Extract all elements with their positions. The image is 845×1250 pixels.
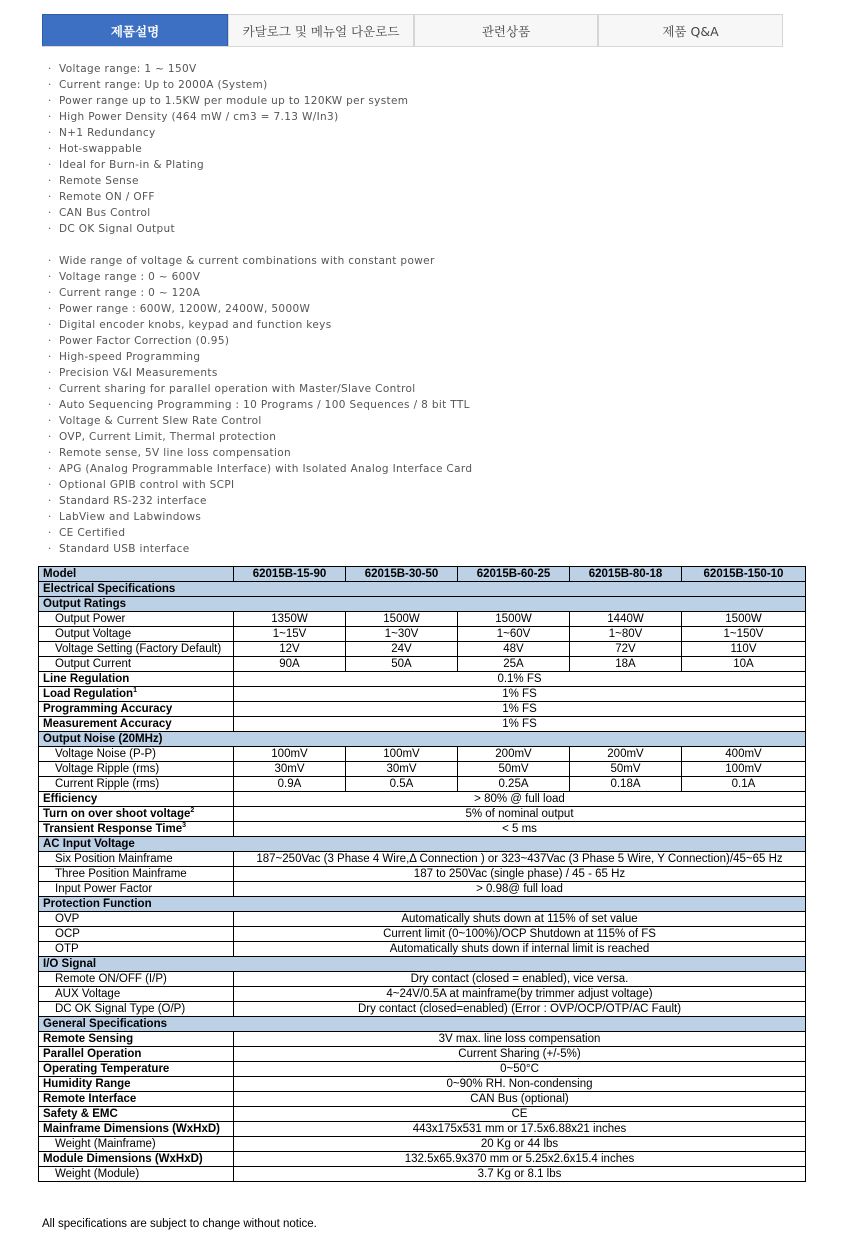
bullet: · — [48, 415, 52, 427]
row-label — [39, 642, 234, 657]
row-value: 72V — [570, 642, 682, 657]
row-label — [39, 762, 234, 777]
feature-item — [48, 461, 472, 477]
feature-item — [48, 525, 472, 541]
table-row — [39, 702, 806, 717]
table-row — [39, 1077, 806, 1092]
row-label — [39, 702, 234, 717]
row-value: 400mV — [682, 747, 806, 762]
row-label-text: Programming Accuracy — [43, 703, 173, 715]
row-label — [39, 822, 234, 837]
row-value: 30mV — [346, 762, 458, 777]
feature-item — [48, 141, 472, 157]
section-label: Electrical Specifications — [39, 582, 806, 597]
table-row — [39, 1032, 806, 1047]
row-label-text: Remote ON/OFF (I/P) — [55, 973, 167, 985]
row-value: Dry contact (closed = enabled), vice versa. — [234, 972, 806, 987]
row-label — [39, 672, 234, 687]
section-label: I/O Signal — [39, 957, 806, 972]
feature-text: Precision V&I Measurements — [59, 367, 218, 379]
feature-item — [48, 477, 472, 493]
row-value: Current Sharing (+/-5%) — [234, 1047, 806, 1062]
feature-text: Standard USB interface — [59, 543, 190, 555]
feature-text: Standard RS-232 interface — [59, 495, 207, 507]
feature-text: Wide range of voltage & current combinations with constant power — [59, 255, 435, 267]
feature-item — [48, 253, 472, 269]
feature-text: Ideal for Burn-in & Plating — [59, 159, 205, 171]
feature-text: CAN Bus Control — [59, 207, 151, 219]
footnote-mark: 3 — [182, 822, 187, 830]
row-value: 0~90% RH. Non-condensing — [234, 1077, 806, 1092]
table-row — [39, 777, 806, 792]
row-value: 1% FS — [234, 702, 806, 717]
header-model-col: 62015B-15-90 — [234, 567, 346, 582]
feature-text: Optional GPIB control with SCPI — [59, 479, 235, 491]
row-value: 0.9A — [234, 777, 346, 792]
row-value: CE — [234, 1107, 806, 1122]
row-value: 4~24V/0.5A at mainframe(by trimmer adjust voltage) — [234, 987, 806, 1002]
table-row — [39, 612, 806, 627]
feature-item — [48, 509, 472, 525]
bullet: · — [48, 63, 52, 75]
row-label — [39, 747, 234, 762]
table-row — [39, 1152, 806, 1167]
row-label-text: Voltage Setting (Factory Default) — [55, 643, 222, 655]
bullet: · — [48, 207, 52, 219]
spec-table — [38, 566, 806, 1182]
section-row — [39, 837, 806, 852]
feature-item — [48, 333, 472, 349]
header-model: Model — [39, 567, 234, 582]
feature-item — [48, 381, 472, 397]
table-row — [39, 852, 806, 867]
row-label — [39, 852, 234, 867]
bullet: · — [48, 399, 52, 411]
feature-text: N+1 Redundancy — [59, 127, 156, 139]
feature-item — [48, 269, 472, 285]
feature-item — [48, 189, 472, 205]
feature-list — [48, 61, 472, 557]
feature-text: Power Factor Correction (0.95) — [59, 335, 230, 347]
table-row — [39, 717, 806, 732]
section-row — [39, 897, 806, 912]
table-row — [39, 1137, 806, 1152]
table-row — [39, 1002, 806, 1017]
section-row — [39, 597, 806, 612]
table-row — [39, 687, 806, 702]
row-value: 50A — [346, 657, 458, 672]
table-row — [39, 987, 806, 1002]
feature-text: High Power Density (464 mW / cm3 = 7.13 W/In3) — [59, 111, 339, 123]
row-label — [39, 882, 234, 897]
feature-item — [48, 93, 472, 109]
row-value: 100mV — [234, 747, 346, 762]
bullet: · — [48, 383, 52, 395]
row-label-text: Output Current — [55, 658, 132, 670]
table-row — [39, 1107, 806, 1122]
section-label: Protection Function — [39, 897, 806, 912]
section-label: AC Input Voltage — [39, 837, 806, 852]
row-value: 1440W — [570, 612, 682, 627]
feature-item — [48, 125, 472, 141]
bullet: · — [48, 287, 52, 299]
row-value: 1~30V — [346, 627, 458, 642]
row-value: 90A — [234, 657, 346, 672]
row-label — [39, 627, 234, 642]
feature-item — [48, 429, 472, 445]
section-label: Output Ratings — [39, 597, 806, 612]
row-label-text: Current Ripple (rms) — [55, 778, 160, 790]
row-label-text: Module Dimensions (WxHxD) — [43, 1153, 203, 1165]
bullet: · — [48, 175, 52, 187]
row-label — [39, 1047, 234, 1062]
row-value: 20 Kg or 44 lbs — [234, 1137, 806, 1152]
row-label — [39, 1077, 234, 1092]
row-label — [39, 1002, 234, 1017]
feature-item — [48, 493, 472, 509]
bullet: · — [48, 127, 52, 139]
table-row — [39, 867, 806, 882]
row-value: 48V — [458, 642, 570, 657]
feature-text: High-speed Programming — [59, 351, 201, 363]
row-label — [39, 927, 234, 942]
row-value: 187 to 250Vac (single phase) / 45 - 65 Hz — [234, 867, 806, 882]
bullet: · — [48, 143, 52, 155]
row-value: 0.25A — [458, 777, 570, 792]
row-value: 0.1A — [682, 777, 806, 792]
table-row — [39, 657, 806, 672]
tab-4[interactable]: 제품 Q&A — [598, 14, 783, 46]
feature-item — [48, 541, 472, 557]
bullet: · — [48, 79, 52, 91]
feature-text: Digital encoder knobs, keypad and function keys — [59, 319, 332, 331]
feature-text: Auto Sequencing Programming : 10 Programs / 100 Sequences / 8 bit TTL — [59, 399, 470, 411]
row-label-text: Output Voltage — [55, 628, 132, 640]
feature-item — [48, 301, 472, 317]
row-label — [39, 1062, 234, 1077]
row-label-text: OCP — [55, 928, 80, 940]
row-label — [39, 1137, 234, 1152]
row-value: 110V — [682, 642, 806, 657]
footnote-mark: 1 — [133, 687, 137, 695]
row-value: 1~60V — [458, 627, 570, 642]
bullet: · — [48, 351, 52, 363]
feature-text: Voltage range: 1 ~ 150V — [59, 63, 197, 75]
row-label — [39, 1107, 234, 1122]
row-label-text: Weight (Module) — [55, 1168, 140, 1180]
footnote-mark: 2 — [190, 807, 195, 815]
feature-text: APG (Analog Programmable Interface) with Isolated Analog Interface Card — [59, 463, 473, 475]
row-value: 132.5x65.9x370 mm or 5.25x2.6x15.4 inches — [234, 1152, 806, 1167]
row-value: 12V — [234, 642, 346, 657]
row-label-text: Mainframe Dimensions (WxHxD) — [43, 1123, 221, 1135]
feature-text: Current range: Up to 2000A (System) — [59, 79, 268, 91]
row-value: 1~15V — [234, 627, 346, 642]
row-value: < 5 ms — [234, 822, 806, 837]
section-label: General Specifications — [39, 1017, 806, 1032]
bullet: · — [48, 111, 52, 123]
bullet: · — [48, 479, 52, 491]
row-value: 50mV — [570, 762, 682, 777]
section-row — [39, 732, 806, 747]
row-label-text: AUX Voltage — [55, 988, 121, 1000]
row-value: 24V — [346, 642, 458, 657]
feature-text: Power range up to 1.5KW per module up to 120KW per system — [59, 95, 409, 107]
row-label — [39, 972, 234, 987]
row-label-text: Three Position Mainframe — [55, 868, 187, 880]
feature-item — [48, 285, 472, 301]
product-tabs — [42, 14, 783, 47]
row-label — [39, 717, 234, 732]
bullet: · — [48, 527, 52, 539]
row-label-text: Load Regulation — [43, 688, 134, 700]
table-row — [39, 882, 806, 897]
row-label — [39, 657, 234, 672]
row-value: > 80% @ full load — [234, 792, 806, 807]
row-label-text: Remote Interface — [43, 1093, 137, 1105]
row-label — [39, 942, 234, 957]
feature-item — [48, 205, 472, 221]
bullet: · — [48, 303, 52, 315]
feature-item — [48, 317, 472, 333]
row-label — [39, 807, 234, 822]
header-model-col: 62015B-150-10 — [682, 567, 806, 582]
row-label — [39, 987, 234, 1002]
row-value: 200mV — [458, 747, 570, 762]
footnote: All specifications are subject to change without notice. — [42, 1218, 317, 1230]
row-label-text: Input Power Factor — [55, 883, 153, 895]
bullet: · — [48, 159, 52, 171]
row-value: 0.5A — [346, 777, 458, 792]
feature-text: DC OK Signal Output — [59, 223, 175, 235]
table-row — [39, 1122, 806, 1137]
row-value: 187~250Vac (3 Phase 4 Wire,Δ Connection ) or 323~437Vac (3 Phase 5 Wire, Y Connection)/45~65 Hz — [234, 852, 806, 867]
header-model-col: 62015B-30-50 — [346, 567, 458, 582]
feature-gap — [48, 237, 472, 253]
row-value: 5% of nominal output — [234, 807, 806, 822]
header-model-col: 62015B-60-25 — [458, 567, 570, 582]
bullet: · — [48, 223, 52, 235]
feature-text: Remote Sense — [59, 175, 139, 187]
table-row — [39, 1062, 806, 1077]
row-value: 0.18A — [570, 777, 682, 792]
row-label-text: Humidity Range — [43, 1078, 131, 1090]
row-label-text: Parallel Operation — [43, 1048, 142, 1060]
row-label-text: Measurement Accuracy — [43, 718, 172, 730]
table-row — [39, 972, 806, 987]
header-model-col: 62015B-80-18 — [570, 567, 682, 582]
row-value: 50mV — [458, 762, 570, 777]
table-row — [39, 807, 806, 822]
row-value: > 0.98@ full load — [234, 882, 806, 897]
row-label — [39, 867, 234, 882]
feature-item — [48, 221, 472, 237]
row-value: 1500W — [346, 612, 458, 627]
table-row — [39, 912, 806, 927]
section-row — [39, 957, 806, 972]
bullet: · — [48, 95, 52, 107]
row-value: CAN Bus (optional) — [234, 1092, 806, 1107]
feature-item — [48, 61, 472, 77]
tab-3[interactable]: 관련상품 — [414, 14, 598, 46]
feature-item — [48, 397, 472, 413]
feature-text: Voltage & Current Slew Rate Control — [59, 415, 262, 427]
table-row — [39, 762, 806, 777]
bullet: · — [48, 367, 52, 379]
row-label-text: Efficiency — [43, 793, 98, 805]
table-row — [39, 672, 806, 687]
row-label-text: Six Position Mainframe — [55, 853, 173, 865]
row-label-text: OVP — [55, 913, 80, 925]
feature-text: Current range : 0 ~ 120A — [59, 287, 201, 299]
row-label-text: Line Regulation — [43, 673, 130, 685]
table-row — [39, 642, 806, 657]
section-row — [39, 1017, 806, 1032]
row-value: 1~80V — [570, 627, 682, 642]
table-row — [39, 747, 806, 762]
row-value: Current limit (0~100%)/OCP Shutdown at 115% of FS — [234, 927, 806, 942]
row-label — [39, 612, 234, 627]
row-value: 0~50°C — [234, 1062, 806, 1077]
row-value: 100mV — [346, 747, 458, 762]
tab-1[interactable]: 제품설명 — [42, 14, 228, 46]
row-value: 18A — [570, 657, 682, 672]
row-label-text: Turn on over shoot voltage — [43, 808, 191, 820]
feature-item — [48, 445, 472, 461]
bullet: · — [48, 511, 52, 523]
feature-text: Voltage range : 0 ~ 600V — [59, 271, 201, 283]
row-label-text: DC OK Signal Type (O/P) — [55, 1003, 186, 1015]
bullet: · — [48, 271, 52, 283]
table-row — [39, 822, 806, 837]
row-label-text: Transient Response Time — [43, 823, 183, 835]
feature-text: Remote ON / OFF — [59, 191, 155, 203]
bullet: · — [48, 447, 52, 459]
row-label — [39, 1092, 234, 1107]
row-label — [39, 1167, 234, 1182]
row-label-text: Output Power — [55, 613, 126, 625]
row-label-text: Voltage Ripple (rms) — [55, 763, 160, 775]
row-value: 1350W — [234, 612, 346, 627]
bullet: · — [48, 319, 52, 331]
feature-text: Power range : 600W, 1200W, 2400W, 5000W — [59, 303, 311, 315]
row-value: Automatically shuts down at 115% of set value — [234, 912, 806, 927]
table-row — [39, 927, 806, 942]
row-label-text: OTP — [55, 943, 79, 955]
table-row — [39, 627, 806, 642]
feature-item — [48, 109, 472, 125]
feature-text: Current sharing for parallel operation with Master/Slave Control — [59, 383, 416, 395]
row-label-text: Remote Sensing — [43, 1033, 134, 1045]
bullet: · — [48, 431, 52, 443]
feature-item — [48, 349, 472, 365]
section-label: Output Noise (20MHz) — [39, 732, 806, 747]
feature-item — [48, 413, 472, 429]
feature-text: LabView and Labwindows — [59, 511, 202, 523]
feature-text: Remote sense, 5V line loss compensation — [59, 447, 292, 459]
row-value: Dry contact (closed=enabled) (Error : OVP/OCP/OTP/AC Fault) — [234, 1002, 806, 1017]
tab-2[interactable]: 카달로그 및 메뉴얼 다운로드 — [228, 14, 414, 46]
row-label — [39, 687, 234, 702]
row-value: 1% FS — [234, 717, 806, 732]
feature-text: CE Certified — [59, 527, 126, 539]
table-header — [39, 567, 806, 582]
row-value: 1% FS — [234, 687, 806, 702]
section-row — [39, 582, 806, 597]
row-label — [39, 1122, 234, 1137]
bullet: · — [48, 463, 52, 475]
row-label-text: Weight (Mainframe) — [55, 1138, 156, 1150]
row-value: 200mV — [570, 747, 682, 762]
table-row — [39, 942, 806, 957]
row-label — [39, 912, 234, 927]
row-value: 10A — [682, 657, 806, 672]
row-label — [39, 1152, 234, 1167]
feature-item — [48, 365, 472, 381]
row-value: 443x175x531 mm or 17.5x6.88x21 inches — [234, 1122, 806, 1137]
feature-item — [48, 157, 472, 173]
row-label-text: Voltage Noise (P-P) — [55, 748, 156, 760]
row-value: 3.7 Kg or 8.1 lbs — [234, 1167, 806, 1182]
row-value: 1~150V — [682, 627, 806, 642]
feature-text: OVP, Current Limit, Thermal protection — [59, 431, 277, 443]
bullet: · — [48, 335, 52, 347]
row-value: 1500W — [682, 612, 806, 627]
feature-item — [48, 173, 472, 189]
row-value: Automatically shuts down if internal limit is reached — [234, 942, 806, 957]
row-value: 1500W — [458, 612, 570, 627]
row-label — [39, 1032, 234, 1047]
table-row — [39, 1092, 806, 1107]
row-label-text: Operating Temperature — [43, 1063, 170, 1075]
bullet: · — [48, 495, 52, 507]
row-label — [39, 792, 234, 807]
bullet: · — [48, 191, 52, 203]
row-label-text: Safety & EMC — [43, 1108, 118, 1120]
feature-item — [48, 77, 472, 93]
table-row — [39, 1167, 806, 1182]
row-value: 3V max. line loss compensation — [234, 1032, 806, 1047]
bullet: · — [48, 255, 52, 267]
feature-text: Hot-swappable — [59, 143, 143, 155]
row-value: 25A — [458, 657, 570, 672]
row-value: 0.1% FS — [234, 672, 806, 687]
row-label — [39, 777, 234, 792]
bullet: · — [48, 543, 52, 555]
row-value: 100mV — [682, 762, 806, 777]
table-row — [39, 792, 806, 807]
table-row — [39, 1047, 806, 1062]
row-value: 30mV — [234, 762, 346, 777]
